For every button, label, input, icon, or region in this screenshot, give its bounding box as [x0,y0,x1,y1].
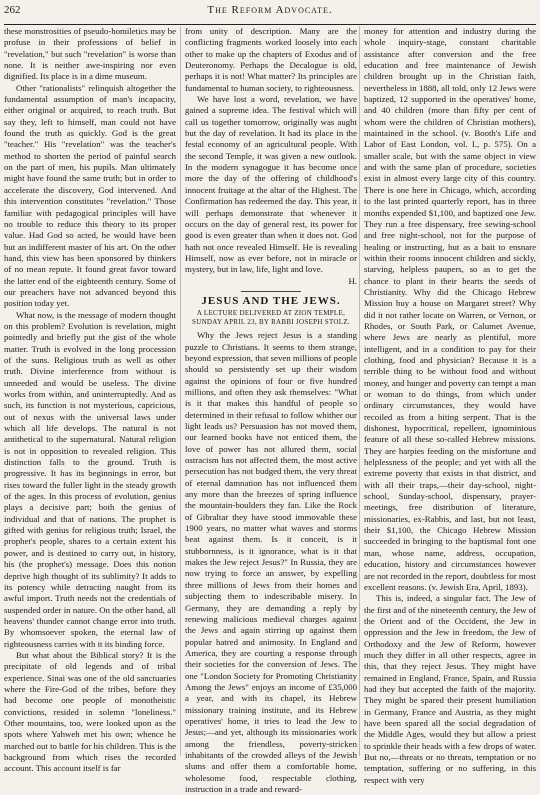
paragraph: But what about the Biblical story? It is the precipitate of old legends and of tribal experience. Sinai was one of the old sanctuaries where the Fire-God of the tribes, before they had become one people of monotheistic convictions, resided in solemn "loneliness." Other mountains, too, were looked upon as the spots where Yahweh met his own; whence he marched out to battle for his children. This is the background from which rises the recorded account. This account itself is far [4,649,176,774]
paragraph: What now, is the message of modern thought on this problem? Evolution is revelation, might pointedly and briefly put the gist of the whole matter. Truth is evolved in the long procession of the suns. Religious truth as well as other truth. Divine interference from without is unneeded and would be useless. The divine works from within, and uninterruptedly. And as such, its function is not mysterious, capricious, out of nexus with the universal laws under which all life develops. The natural is not antithetical to the supernatural. Natural religion is not in opposition to revealed religion. This distinction falls to the ground. Truth is progressive. It has its beginnings in error, but rises toward the fuller light in the steady growth of the ages. In this process of evolution, genius plays a decisive part; both the genius of individual and that of nations. The prophet is gifted with genius for religious truth; Israel, the prophet's people, shares to a certain extent his power, and is destined to carry out, in history, his (the prophet's) message. Does this notion deprive high thought of its sublimity? It adds to its potency while detracting naught from its awful import. Truth needs not the credentials of suspended order in nature. On the other hand, all heavens' thunder cannot change error into truth. By whomsoever spoken, the eternal law of righteousness carries with it its binding force. [4,309,176,649]
column-1 [4,26,176,774]
article-title: JESUS AND THE JEWS. [201,294,341,307]
article-byline: A LECTURE DELIVERED AT ZION TEMPLE, SUNDAY APRIL 23, BY RABBI JOSEPH STOLZ. [192,309,350,327]
paragraph: these monstrosities of pseudo-homiletics may be profuse in their professions of belief in "revelation," but such "revelation" is worse than none. It is neither awe-inspiring nor even dignified. Its place is in a dime museum. [4,26,176,82]
paragraph: This is, indeed, a singular fact. The Jew of the first and of the nineteenth century, the Jew of the Orient and of the Occident, the Jew in oppression and the Jew in freedom, the Jew of Orthodoxy and the Jew of Reform, however much they differ in all other respects, agree in this, that they reject Jesus. They might have remained in England, France, Spain, and Russia had they but accepted the faith of the majority. They might be spared their present humiliation in Germany, France and Austria, as they might have been spared all the social degradation of the Middle Ages, would they but allow a priest to sprinkle their heads with a few drops of water. But no,—threats or no threats, temptation or no temptation, suffering or no suffering, in this respect with very [364,593,536,785]
page-header [4,4,536,20]
page-number: 262 [4,4,21,16]
header-rule [4,24,536,25]
column-3 [364,26,536,785]
paragraph: money for attention and industry during the whole inquiry-stage, constant charitable assistance after conversion and the free education and free maintenance of Jewish children brought up in the Christian faith, nevertheless in 1888, all told, only 12 Jews were baptized, 12 supported in the operatives' home, and 40 children (more than fifty per cent of whom were the children of Christian mothers), maintained in the school. (v. Booth's Life and Labor of East London, vol. I., p. 575). On a smaller scale, but with the same object in view and with the same plan of procedure, societies exist in almost every large city of this country. There is one here in Chicago, which, according to the last printed quarterly report, has in three months expended $1,100, and baptized one Jew. They run a free dispensary, free sewing-school and free night-school, not for the purpose of healing or instructing, but as a bait to ensnare within their rooms innocent children and sickly, starving, helpless paupers, so as to get the chance to plant in their hearts the seeds of Christianity. Why did the Chicago Hebrew Mission buy a house on Margaret street? Why did it not rather locate on Warren, or Vernon, or Rhodes, or South Park, or Calumet Avenue, where Jews are nearly as plentiful, more intelligent, and in a condition to pay for their clothing, food and physician? Because it is a terrible thing to be without food and without money, and hunger and poverty can tempt a man or woman to do things, from which under ordinary circumstances, they would have recoiled as from a biting serpent. That is the dishonest, hypocritical, repellent, ignominious feature of all these so-called Hebrew missions. They are harpies feeding on the misfortune and helplessness of the people; and yet with all the extreme poverty that exists in that district, and with all their traps,—their day-school, night-school, Sunday-school, dispensary, prayer-meetings, free distribution of literature, missionaries, ex-Rabbis, and last, but not least, their $1,100, the Chicago Hebrew Mission succeeded in bringing to the baptismal font one man, whose name, address, occupation, education, history and circumstances however are not recorded in the report, doubtless for most excellent reasons. (v. Jewish Era, April, 1893). [364,26,536,592]
column-divider [180,26,181,756]
section-divider [241,291,301,292]
paragraph: We have lost a word, revelation, we have gained a supreme idea. The festival which will call us together tomorrow, originally was aught but the day of revelation. It had its place in the festal economy of an agricultural people. With the second Temple, it was given a new outlook. In the modern synagogue it has become once more the day of the offering of childhood's innocent fruitage at the altar of the Highest. The Confirmation has redeemed the day. This year, it will perhaps demonstrate that whenever it occurs on the day of general rest, its power for good is even greater than when it does not. God hath not once revealed Himself. He is revealing Himself, now as ever before, not in miracle or mystery, but in law, life, light and love. [185,94,357,275]
paragraph: from unity of description. Many are the conflicting fragments worked loosely into each other to make up the chapters of Exodus and of Deuteronomy. Perhaps the Decalogue is old, perhaps it is not! What matter? Its principles are fundamental to human society, to righteousness. [185,26,357,93]
column-divider [359,26,360,756]
paragraph: Why the Jews reject Jesus is a standing puzzle to Christians. It seems to them strange, beyond expression, that seven millions of people should so persistently set up their wisdom against the opinions of four or five hundred millions, and often they ask themselves: "What is it that makes this handful of people so determined in their refusal to follow whither our light leads us? Persuasion has not moved them, our learned books have not enticed them, the love of power has not allured them, social ostracism has not affected them, the most active persecution has not budged them, the very threat of eternal damnation has not influenced them any more than the breezes of spring influence the mountain-boulders they fan. Like the Rock of Gibraltar they have stood immovable these 1900 years, no matter what waves and storms beat against them. Is it conceit, is it stubbornness, is it ignorance, what is it that makes the Jew reject Jesus?" In Russia, they are now trying to force an answer, by expelling three millions of Jews from their homes and subjecting them to indescribable misery. In Germany, they are demanding a reply by renewing malicious medieval charges against the Jews and again stirring up against them popular hatred and animosity. In England and America, they are courting a response through their societies for the conversion of Jews. The one "London Society for Promoting Christianity Among the Jews" enjoys an income of £35,000 a year, and with its chapel, its Hebrew missionary training institute, and its Hebrew operatives' home, it tries to lead the Jew to Jesus;—and yet, although its missionaries work among the friendless, poverty-stricken inhabitants of the crowded alleys of the Jewish slums and offer them a comfortable home, wholesome food, respectable clothing, instruction in a trade and reward- [185,330,357,794]
column-2 [185,26,357,794]
paragraph: Other "rationalists" relinquish altogether the fundamental assumption of man's incapacity, either original or acquired, to reach truth. But say they, left to himself, man could not have found the truth as quickly. God is the great "teacher." His "revelation" was the teacher's method to shorten the period of painful search on the part of men, his pupils. Man ultimately might have found the same truth; but in order to accelerate the discovery, God intervened. And this intervention constitutes "revelation." Those familiar with pedagogical principles will have no trouble to reduce this theory to its proper value. Had God so acted, he would have been but an indifferent master of his art. On the other hand, this view has been sponsored by thinkers of no mean repute. It found great favor toward the latter end of the eighteenth century. Some of our preachers have not advanced beyond this position today yet. [4,82,176,309]
signature: H. [348,275,357,286]
publication-title: The Reform Advocate. [207,4,333,16]
